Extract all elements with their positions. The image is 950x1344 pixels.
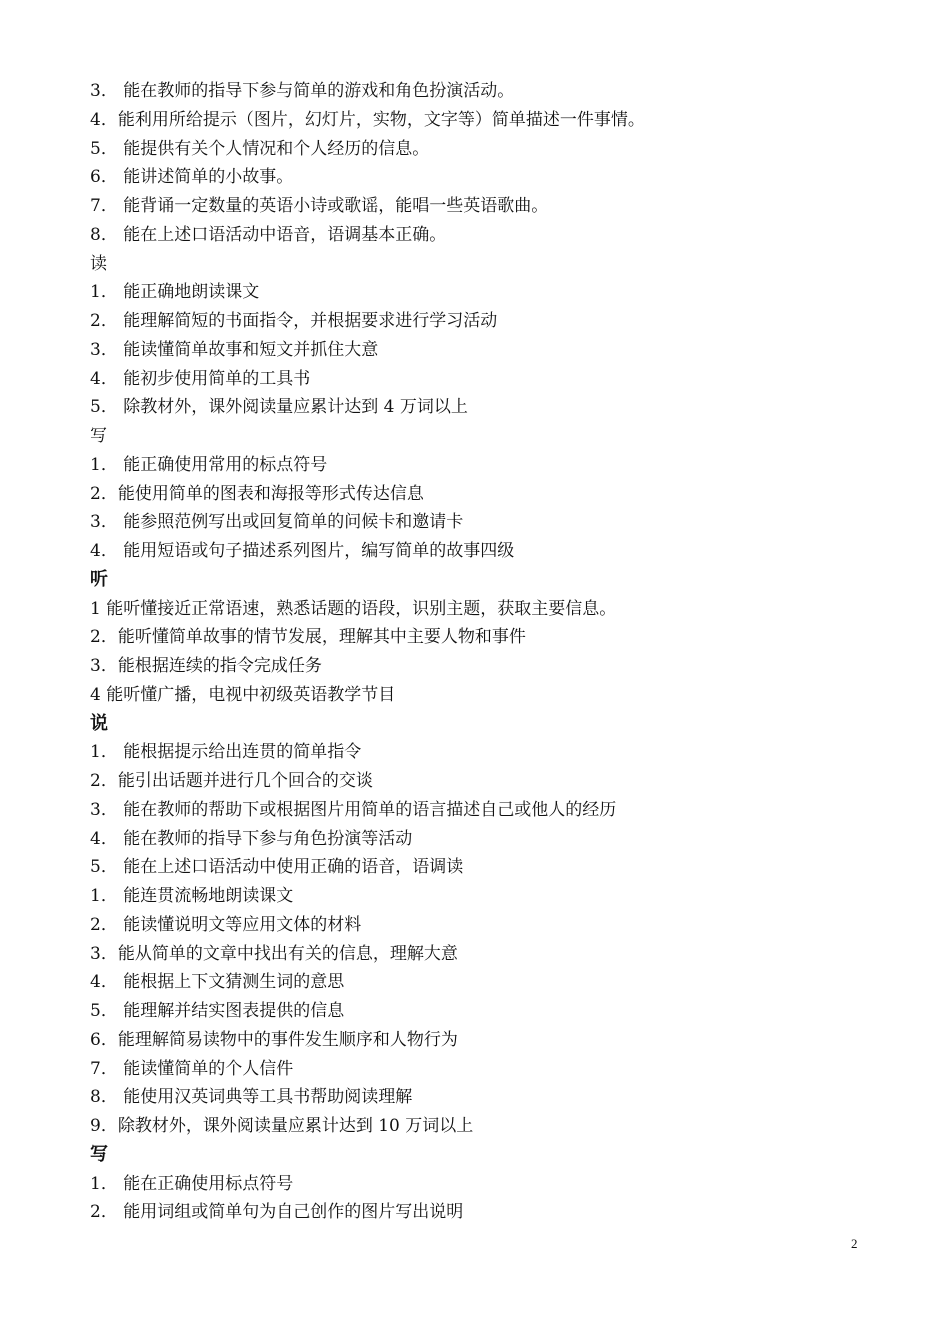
document-line: 1 能听懂接近正常语速，熟悉话题的语段，识别主题，获取主要信息。: [90, 598, 617, 619]
document-line: 1． 能连贯流畅地朗读课文: [90, 886, 294, 906]
document-line: 2．能使用简单的图表和海报等形式传达信息: [90, 483, 424, 504]
document-line: 5． 能在上述口语活动中使用正确的语音，语调读: [90, 857, 464, 878]
document-line: 4． 能用短语或句子描述系列图片，编写简单的故事四级: [90, 541, 515, 561]
document-line: 3．能从简单的文章中找出有关的信息，理解大意: [90, 943, 458, 964]
document-line: 读: [90, 253, 107, 274]
document-line: 7． 能背诵一定数量的英语小诗或歌谣，能唱一些英语歌曲。: [90, 196, 549, 216]
document-line: 6． 能讲述简单的小故事。: [90, 167, 294, 188]
document-line: 1． 能在正确使用标点符号: [90, 1173, 294, 1194]
page-number: 2: [851, 1236, 858, 1251]
document-line: 6．能理解简易读物中的事件发生顺序和人物行为: [90, 1029, 458, 1050]
document-line: 5． 能提供有关个人情况和个人经历的信息。: [90, 138, 430, 159]
document-line: 2． 能理解简短的书面指令，并根据要求进行学习活动: [90, 311, 498, 331]
document-line: 5． 能理解并结实图表提供的信息: [90, 1001, 345, 1021]
section-heading: 写: [90, 1143, 108, 1165]
document-line: 8． 能在上述口语活动中语音，语调基本正确。: [90, 224, 447, 245]
section-heading: 说: [90, 712, 108, 734]
document-line: 2．能听懂简单故事的情节发展，理解其中主要人物和事件: [90, 627, 526, 648]
document-line: 7． 能读懂简单的个人信件: [90, 1058, 294, 1079]
document-line: 4 能听懂广播，电视中初级英语教学节目: [90, 684, 396, 705]
document-line: 1． 能正确地朗读课文: [90, 282, 260, 303]
document-line: 1． 能正确使用常用的标点符号: [90, 454, 328, 475]
document-line: 2． 能读懂说明文等应用文体的材料: [90, 914, 362, 935]
document-line: 4． 能初步使用简单的工具书: [90, 368, 311, 389]
document-body: [90, 77, 890, 1227]
document-line: 3．能根据连续的指令完成任务: [90, 656, 322, 676]
document-line: 9．除教材外，课外阅读量应累计达到 10 万词以上: [90, 1116, 474, 1136]
section-heading: 听: [90, 568, 108, 590]
document-line: 5． 除教材外，课外阅读量应累计达到 4 万词以上: [90, 397, 468, 418]
document-line: 2． 能用词组或简单句为自己创作的图片写出说明: [90, 1202, 464, 1223]
document-line: 4． 能在教师的指导下参与角色扮演等活动: [90, 828, 413, 849]
document-line: 2．能引出话题并进行几个回合的交谈: [90, 771, 373, 791]
document-line: 3． 能在教师的帮助下或根据图片用简单的语言描述自己或他人的经历: [90, 799, 617, 820]
document-line: 3． 能在教师的指导下参与简单的游戏和角色扮演活动。: [90, 81, 515, 101]
document-line: 写: [90, 426, 107, 446]
document-line: 3． 能读懂简单故事和短文并抓住大意: [90, 339, 379, 360]
document-line: 1． 能根据提示给出连贯的简单指令: [90, 742, 362, 763]
document-line: 3． 能参照范例写出或回复简单的问候卡和邀请卡: [90, 512, 464, 533]
document-line: 8． 能使用汉英词典等工具书帮助阅读理解: [90, 1087, 413, 1108]
document-line: 4．能利用所给提示（图片，幻灯片，实物，文字等）简单描述一件事情。: [90, 109, 645, 130]
document-line: 4． 能根据上下文猜测生词的意思: [90, 972, 345, 993]
